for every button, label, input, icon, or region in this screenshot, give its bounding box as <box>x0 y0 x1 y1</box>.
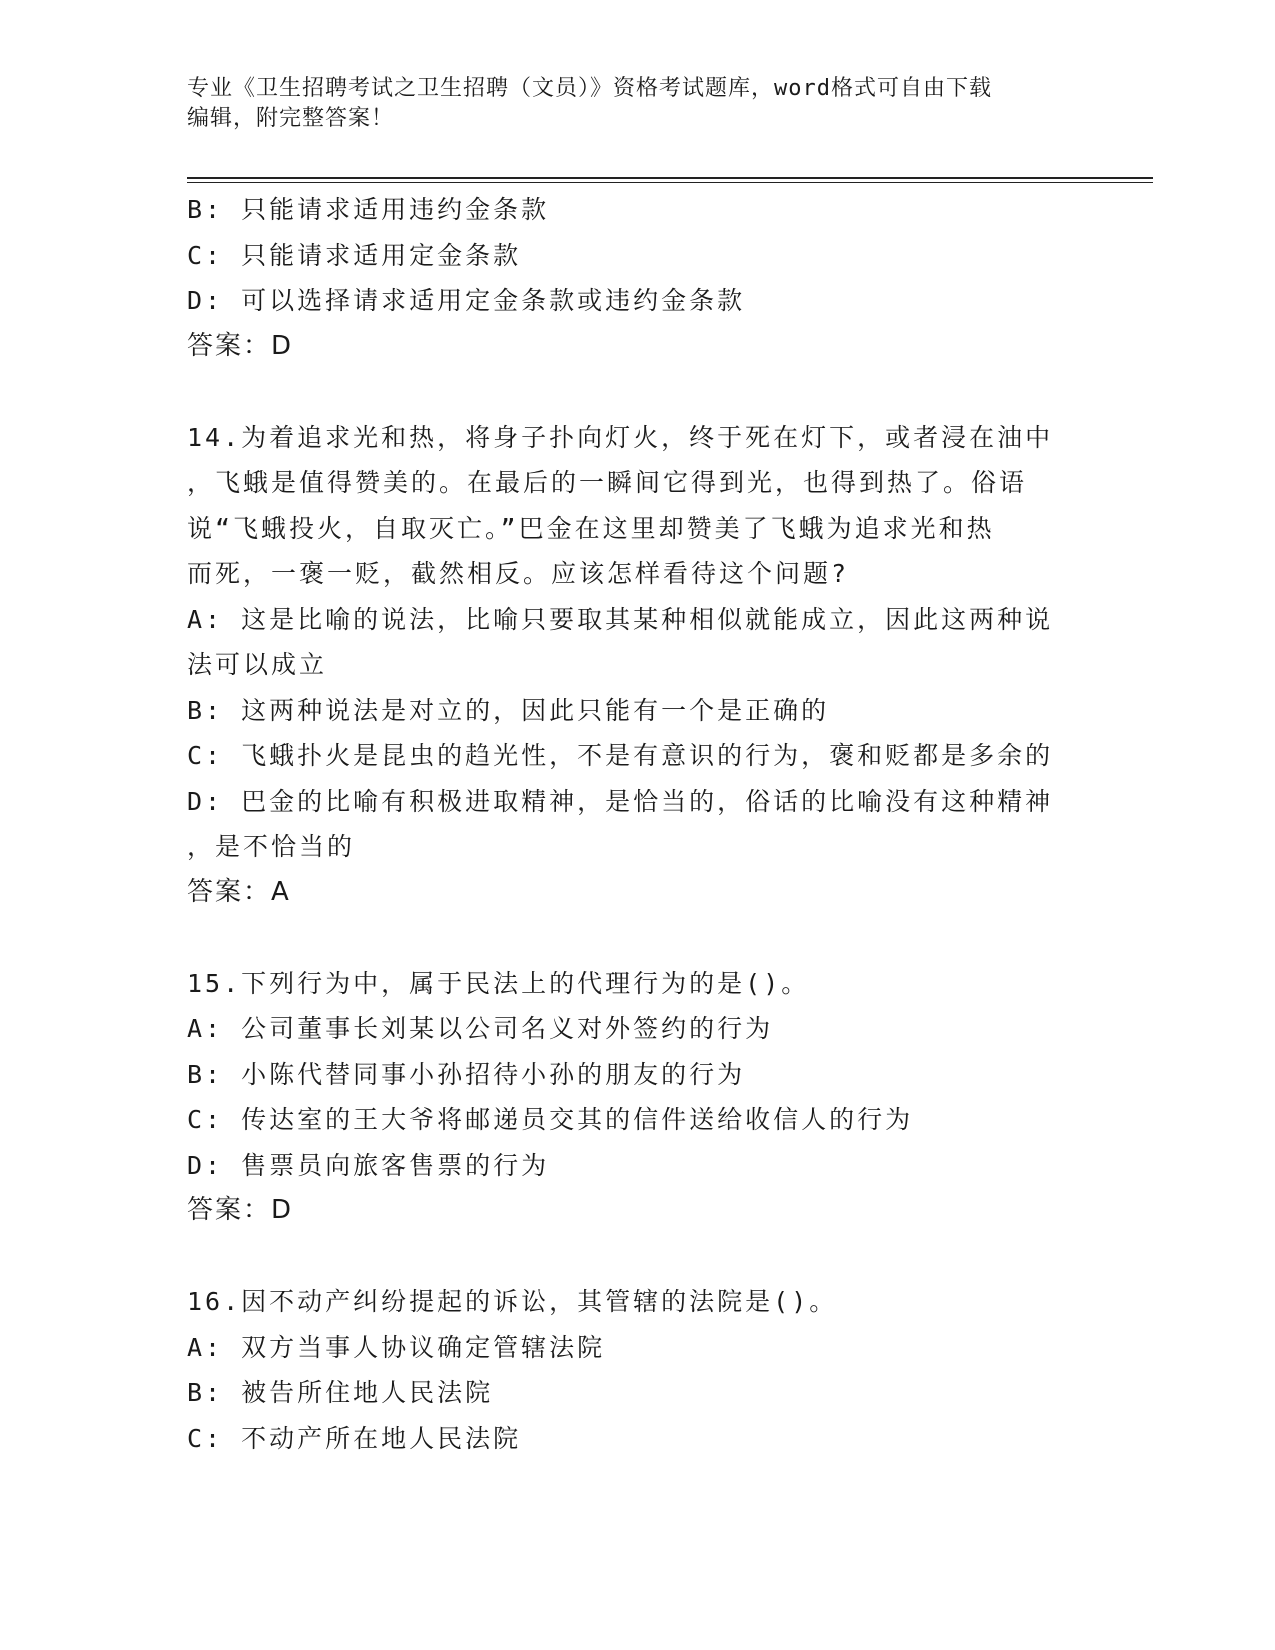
option-b: B: 只能请求适用违约金条款 <box>187 195 550 224</box>
question-13-tail <box>187 187 1087 369</box>
question-14 <box>187 415 1087 916</box>
document-header <box>187 74 1087 134</box>
option-a-continued: 法可以成立 <box>187 650 328 679</box>
option-c: C: 不动产所在地人民法院 <box>187 1423 522 1453</box>
question-stem-line: ，飞蛾是值得赞美的。在最后的一瞬间它得到光，也得到热了。俗语 <box>187 468 1028 497</box>
option-d: D: 售票员向旅客售票的行为 <box>187 1150 550 1180</box>
option-d-continued: ，是不恰当的 <box>187 832 356 861</box>
option-a: A: 这是比喻的说法，比喻只要取其某种相似就能成立，因此这两种说 <box>187 604 1054 634</box>
spacer <box>187 915 1087 961</box>
option-c: C: 飞蛾扑火是昆虫的趋光性，不是有意识的行为，褒和贬都是多余的 <box>187 741 1054 770</box>
question-stem-line: 15.下列行为中，属于民法上的代理行为的是()。 <box>187 968 810 998</box>
header-line-1: 专业《卫生招聘考试之卫生招聘（文员）》资格考试题库，word格式可自由下载 <box>187 76 992 101</box>
spacer <box>187 1234 1087 1280</box>
answer-label: 答案：D <box>187 330 294 361</box>
option-b: B: 被告所住地人民法院 <box>187 1378 494 1407</box>
option-c: C: 传达室的王大爷将邮递员交其的信件送给收信人的行为 <box>187 1105 914 1134</box>
spacer <box>187 369 1087 415</box>
option-c: C: 只能请求适用定金条款 <box>187 240 522 270</box>
option-a: A: 双方当事人协议确定管辖法院 <box>187 1332 606 1362</box>
question-stem-line: 说“飞蛾投火，自取灭亡。”巴金在这里却赞美了飞蛾为追求光和热 <box>187 513 995 543</box>
header-divider-thick <box>187 177 1153 179</box>
answer-label: 答案：A <box>187 876 291 907</box>
header-line-2: 编辑，附完整答案！ <box>187 106 395 131</box>
answer-label: 答案：D <box>187 1195 294 1225</box>
option-d: D: 巴金的比喻有积极进取精神，是恰当的，俗话的比喻没有这种精神 <box>187 786 1054 816</box>
question-list <box>187 187 1087 1461</box>
question-16 <box>187 1279 1087 1461</box>
option-b: B: 小陈代替同事小孙招待小孙的朋友的行为 <box>187 1059 746 1089</box>
option-a: A: 公司董事长刘某以公司名义对外签约的行为 <box>187 1014 774 1043</box>
header-divider-thin <box>187 182 1153 183</box>
question-stem-line: 而死，一褒一贬，截然相反。应该怎样看待这个问题? <box>187 559 850 588</box>
question-stem-line: 14.为着追求光和热，将身子扑向灯火，终于死在灯下，或者浸在油中 <box>187 422 1054 452</box>
question-15 <box>187 961 1087 1234</box>
option-b: B: 这两种说法是对立的，因此只能有一个是正确的 <box>187 695 830 725</box>
question-stem-line: 16.因不动产纠纷提起的诉讼，其管辖的法院是()。 <box>187 1287 838 1316</box>
option-d: D: 可以选择请求适用定金条款或违约金条款 <box>187 286 746 315</box>
